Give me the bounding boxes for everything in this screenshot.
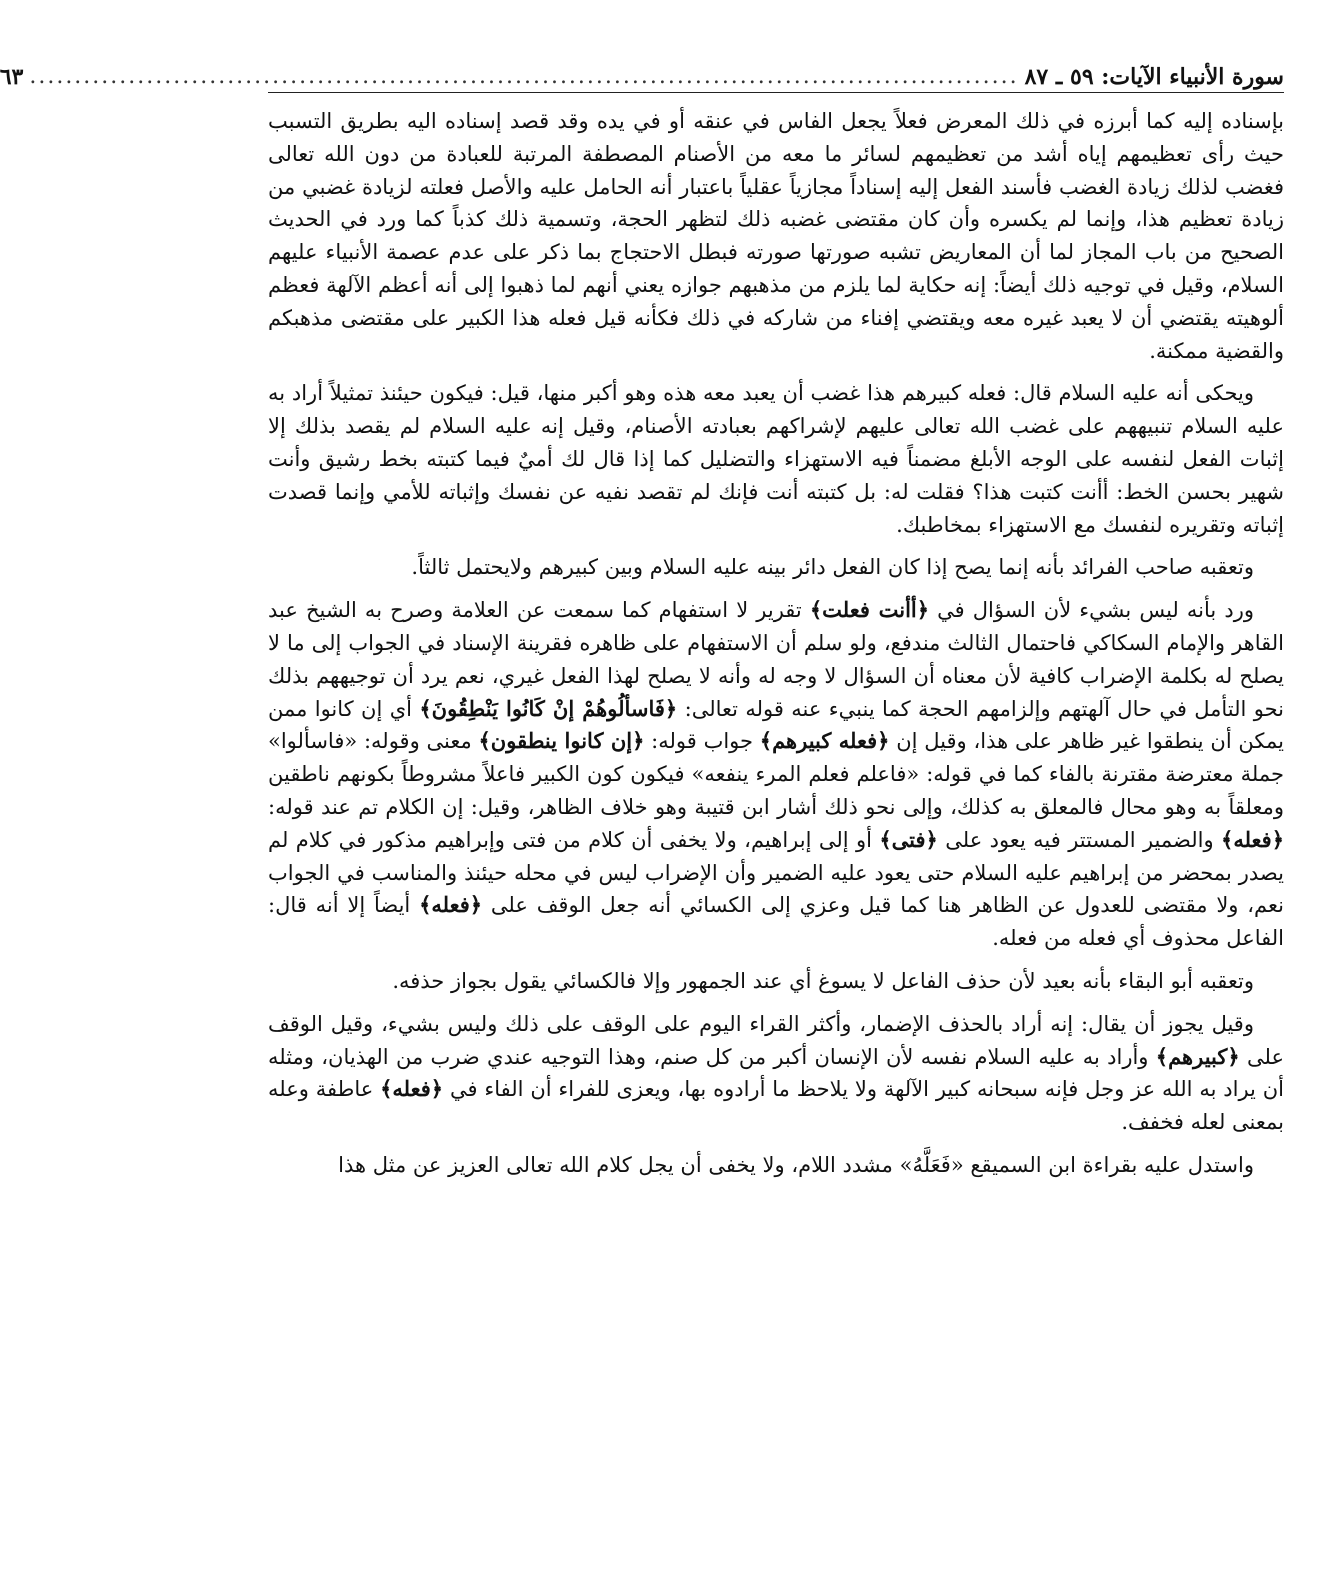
paragraph bbox=[268, 105, 1284, 367]
quran-quote: ﴿فعله﴾ bbox=[1221, 826, 1285, 852]
paragraph-text: والضمير المستتر فيه يعود على bbox=[937, 827, 1222, 852]
running-header bbox=[0, 48, 1284, 93]
paragraph-text: أي إن كانوا ممن يمكن أن ينطقوا غير ظاهر على هذا، وقيل إن bbox=[268, 696, 1284, 754]
paragraph-text: بإسناده إليه كما أبرزه في ذلك المعرض فعلاً يجعل الفاس في عنقه أو في يده وقد قصد إسناده اليه بطريق التسبب حيث رأى تعظيمهم إياه أشد من تعظيمهم لسائر ما معه من الأصنام المصطفة المرتبة للعبادة من دون الله تعالى فغضب لذلك زيادة الغضب فأسند الفعل إليه إسناداً مجازياً عقلياً باعتبار أنه الحامل عليه والأصل فعلته لزيادة غضبي من زيادة تعظيم هذا، وإنما لم يكسره وأن كان مقتضى غضبه ذلك لتظهر الحجة، وتسمية ذلك كذباً كما ورد في الحديث الصحيح من باب المجاز لما أن المعاريض تشبه صورتها صورته فبطل الاحتجاج بما ذكر على عدم عصمة الأنبياء عليهم السلام، وقيل في توجيه ذلك أيضاً: إنه حكاية لما يلزم من مذهبهم جوازه يعني أنهم لما ذهبوا إلى أنه أعظم الآلهة فعظم ألوهيته يقتضي أن لا يعبد غيره معه ويقتضي إفناء من شاركه في ذلك فكأنه قيل فعله هذا الكبير على مقتضى مذهبكم والقضية ممكنة. bbox=[268, 109, 1284, 363]
page-body-text bbox=[268, 105, 1284, 1182]
paragraph-text: تقرير لا استفهام كما سمعت عن العلامة وصرح به الشيخ عبد القاهر والإمام السكاكي فاحتمال الثالث مندفع، ولو سلم أن الاستفهام على ظاهره فقرينة الإسناد في الجواب إلى ما لا يصلح له بكلمة الإضراب كافية لأن معناه أن السؤال لا وجه له وأنه لا يصلح لهذا الفعل غيري، نعم يرد أن توجيههم بذلك نحو التأمل في حال آلهتهم وإلزامهم الحجة كما ينبيء عنه قوله تعالى: bbox=[268, 598, 1284, 721]
paragraph-text: واستدل عليه بقراءة ابن السميقع «فَعَلَّهُ» مشدد اللام، ولا يخفى أن يجل كلام الله تعالى العزيز عن مثل هذا bbox=[338, 1152, 1254, 1177]
page-number: ٦٣ bbox=[0, 64, 24, 90]
quran-quote: ﴿فتى﴾ bbox=[879, 826, 938, 852]
quran-quote: ﴿كبيرهم﴾ bbox=[1155, 1043, 1240, 1069]
paragraph-text: وقيل يجوز أن يقال: إنه أراد بالحذف الإضمار، وأكثر القراء اليوم على الوقف على ذلك وليس بشيء، وقيل الوقف على bbox=[268, 1011, 1284, 1069]
quran-quote: ﴿فَاسألُوهُمْ إنْ كَانُوا يَنْطِقُونَ﴾ bbox=[419, 695, 678, 721]
paragraph-text: معنى وقوله: «فاسألوا» جملة معترضة مقترنة بالفاء كما في قوله: «فاعلم فعلم المرء ينفعه» فيكون كون الكبير فاعلاً مشروطاً بكونهم ناطقين ومعلقاً به وهو محال فالمعلق به كذلك، وإلى نحو ذلك أشار ابن قتيبة وهو خلاف الظاهر، وقيل: إن الكلام تم عند قوله: bbox=[268, 729, 1284, 819]
book-page bbox=[0, 48, 1285, 1548]
paragraph bbox=[268, 965, 1284, 998]
paragraph-text: عاطفة وعله بمعنى لعله فخفف. bbox=[268, 1077, 1284, 1135]
paragraph bbox=[268, 1149, 1284, 1182]
paragraph-text: أيضاً إلا أنه قال: الفاعل محذوف أي فعله من فعله. bbox=[268, 893, 1284, 951]
paragraph-text: وأراد به عليه السلام نفسه لأن الإنسان أكبر من كل صنم، وهذا التوجيه عندي ضرب من الهذيان، ومثله أن يراد به الله عز وجل فإنه سبحانه كبير الآلهة ولا يلاحظ ما أرادوه بها، ويعزى للفراء أن الفاء في bbox=[268, 1044, 1284, 1102]
paragraph-text: وتعقبه صاحب الفرائد بأنه إنما يصح إذا كان الفعل دائر بينه عليه السلام وبين كبيرهم ولايحتمل ثالثاً. bbox=[411, 555, 1254, 580]
quran-quote: ﴿فعله﴾ bbox=[380, 1076, 444, 1102]
quran-quote: ﴿أأنت فعلت﴾ bbox=[809, 597, 930, 623]
paragraph-text: وتعقبه أبو البقاء بأنه بعيد لأن حذف الفاعل لا يسوغ أي عند الجمهور وإلا فالكسائي يقول بجواز حذفه. bbox=[392, 968, 1254, 993]
paragraph-text: جواب قوله: bbox=[644, 729, 760, 754]
quran-quote: ﴿فعله كبيرهم﴾ bbox=[759, 728, 890, 754]
paragraph bbox=[268, 594, 1284, 955]
quran-quote: ﴿فعله﴾ bbox=[419, 892, 483, 918]
paragraph-text: أو إلى إبراهيم، ولا يخفى أن كلام من فتى وإبراهيم مذكور في كلام لم يصدر بمحضر من إبراهيم عليه السلام حتى يعود عليه الضمير وأن الإضراب ليس في محله حيئنذ والمناسب في الجواب نعم، ولا مقتضى للعدول عن الظاهر هنا كما قيل وعزي إلى الكسائي أنه جعل الوقف على bbox=[268, 827, 1284, 918]
quran-quote: ﴿إن كانوا ينطقون﴾ bbox=[478, 728, 645, 754]
paragraph-text: ورد بأنه ليس بشيء لأن السؤال في bbox=[929, 598, 1254, 623]
paragraph bbox=[268, 377, 1284, 541]
paragraph-text: ويحكى أنه عليه السلام قال: فعله كبيرهم هذا غضب أن يعبد معه هذه وهو أكبر منها، قيل: فيكون حيئنذ تمثيلاً أراد به عليه السلام تنبيههم على غضب الله تعالى عليهم لإشراكهم بعبادته الأصنام، وقيل إنه عليه السلام لم يقصد بذلك إلا إثبات الفعل لنفسه على الوجه الأبلغ مضمناً فيه الاستهزاء والتضليل كما إذا قال لك أميٌ فيما كتبته بخط رشيق وأنت شهير بحسن الخط: أأنت كتبت هذا؟ فقلت له: بل كتبته أنت فإنك لم تقصد نفيه عن نفسك وإثباته للأمي وإنما قصدت إثباته وتقريره لنفسك مع الاستهزاء بمخاطبك. bbox=[268, 381, 1284, 537]
surah-title: سورة الأنبياء الآيات: ٥٩ ـ ٨٧ bbox=[1024, 64, 1284, 90]
header-dot-leader: .............................................................................................................. bbox=[29, 64, 1019, 89]
paragraph bbox=[268, 1008, 1284, 1139]
paragraph bbox=[268, 551, 1284, 584]
